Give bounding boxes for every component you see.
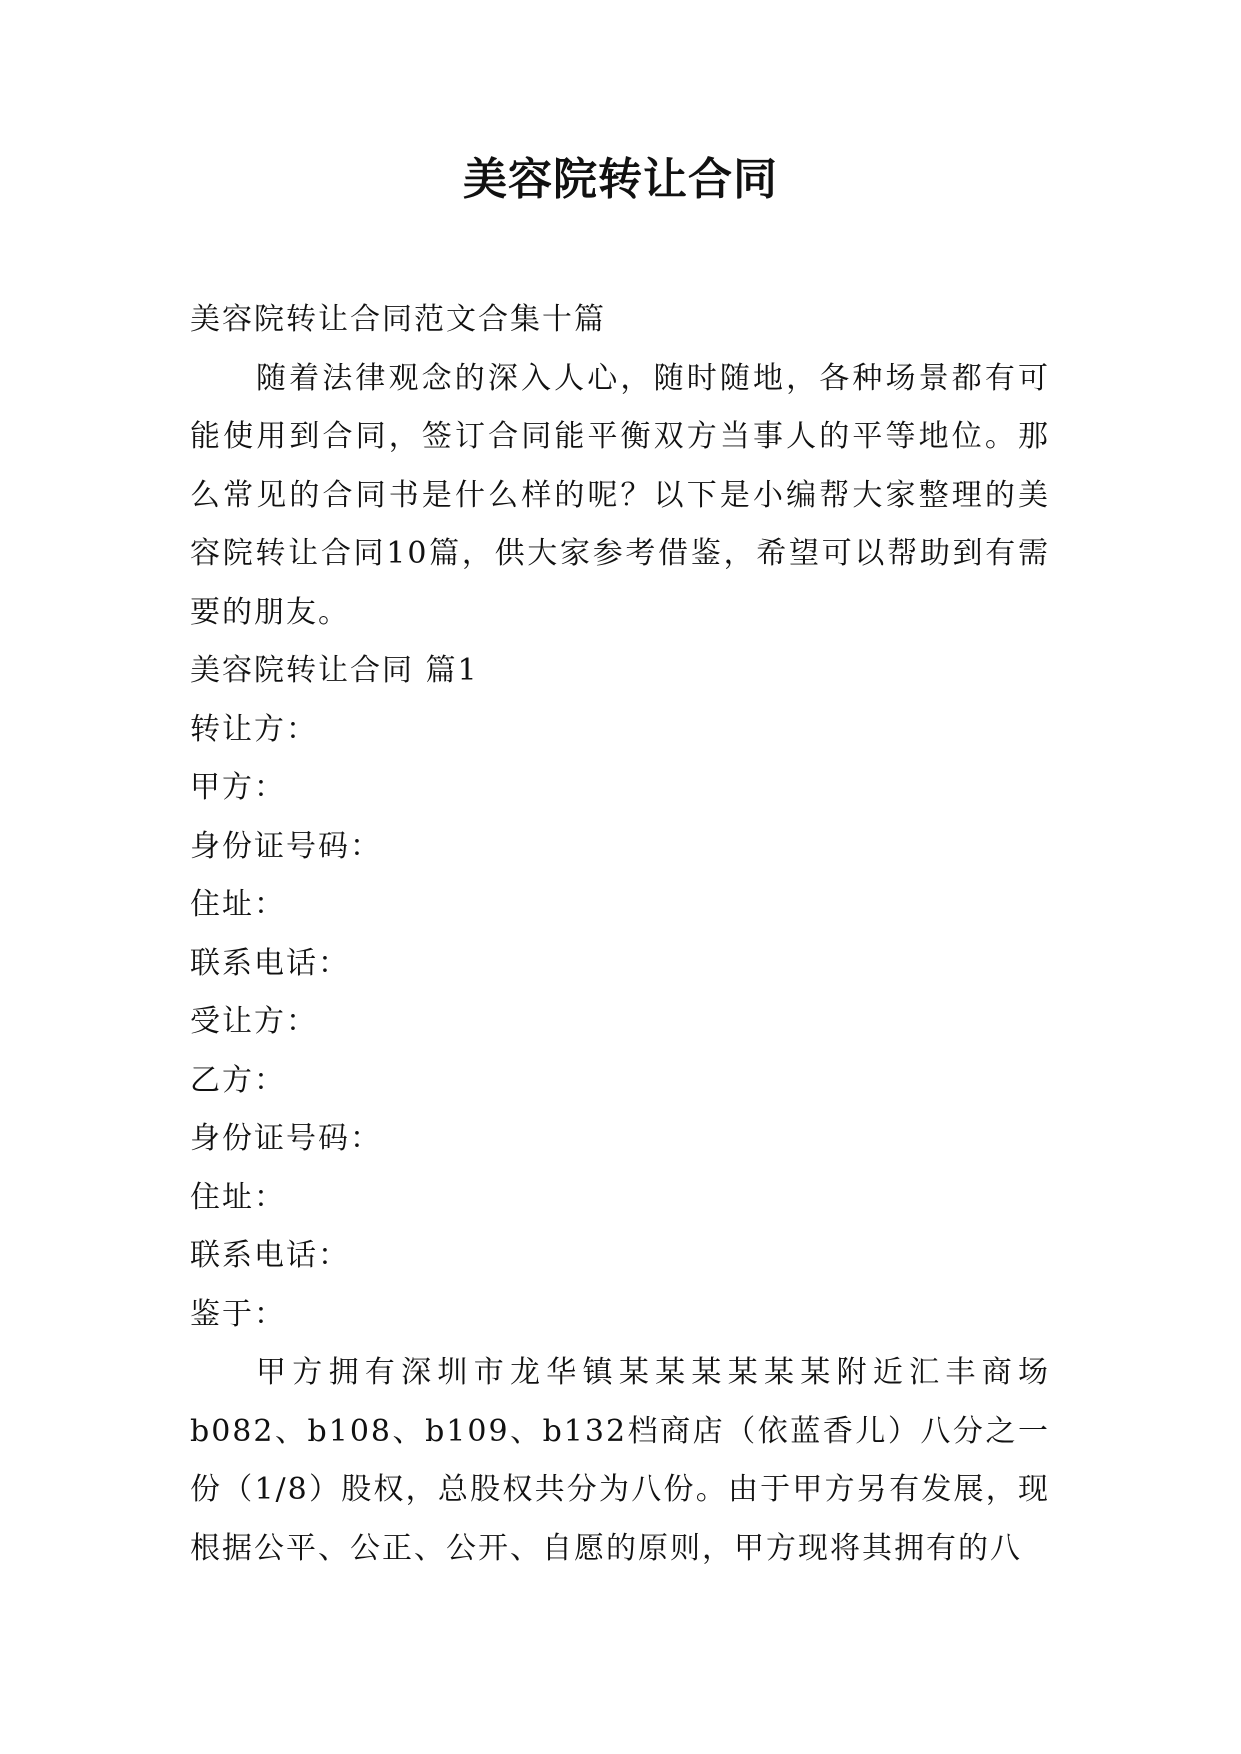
- field-whereas: 鉴于：: [190, 1296, 286, 1332]
- field-party-b-phone: 联系电话：: [190, 1238, 350, 1273]
- body-paragraph: 甲方拥有深圳市龙华镇某某某某某某附近汇丰商场b082、b108、b109、b132档商店（依蓝香儿）八分之一份（1/8）股权，总股权共分为八份。由于甲方另有发展，现根据公平、公正、公开、自愿的原则，甲方现将其拥有的八: [190, 1355, 1050, 1566]
- section-heading: 美容院转让合同 篇1: [190, 653, 479, 688]
- field-transferor: 转让方：: [190, 711, 318, 747]
- field-transferee: 受让方：: [190, 1004, 318, 1039]
- field-party-b-address: 住址：: [190, 1179, 286, 1215]
- intro-paragraph: 随着法律观念的深入人心，随时随地，各种场景都有可能使用到合同，签订合同能平衡双方当事人的平等地位。那么常见的合同书是什么样的呢？以下是小编帮大家整理的美容院转让合同10篇，供大家参考借鉴，希望可以帮助到有需要的朋友。: [190, 360, 1050, 630]
- field-party-b-id-number: 身份证号码：: [190, 1121, 382, 1156]
- field-party-a-address: 住址：: [190, 887, 286, 922]
- field-party-b: 乙方：: [190, 1062, 286, 1098]
- document-subtitle: 美容院转让合同范文合集十篇: [190, 302, 606, 337]
- document-title: 美容院转让合同: [463, 154, 778, 205]
- field-party-a-phone: 联系电话：: [190, 945, 350, 981]
- field-party-a: 甲方：: [190, 770, 286, 805]
- field-party-a-id-number: 身份证号码：: [190, 828, 382, 864]
- document-body: [190, 291, 1050, 1578]
